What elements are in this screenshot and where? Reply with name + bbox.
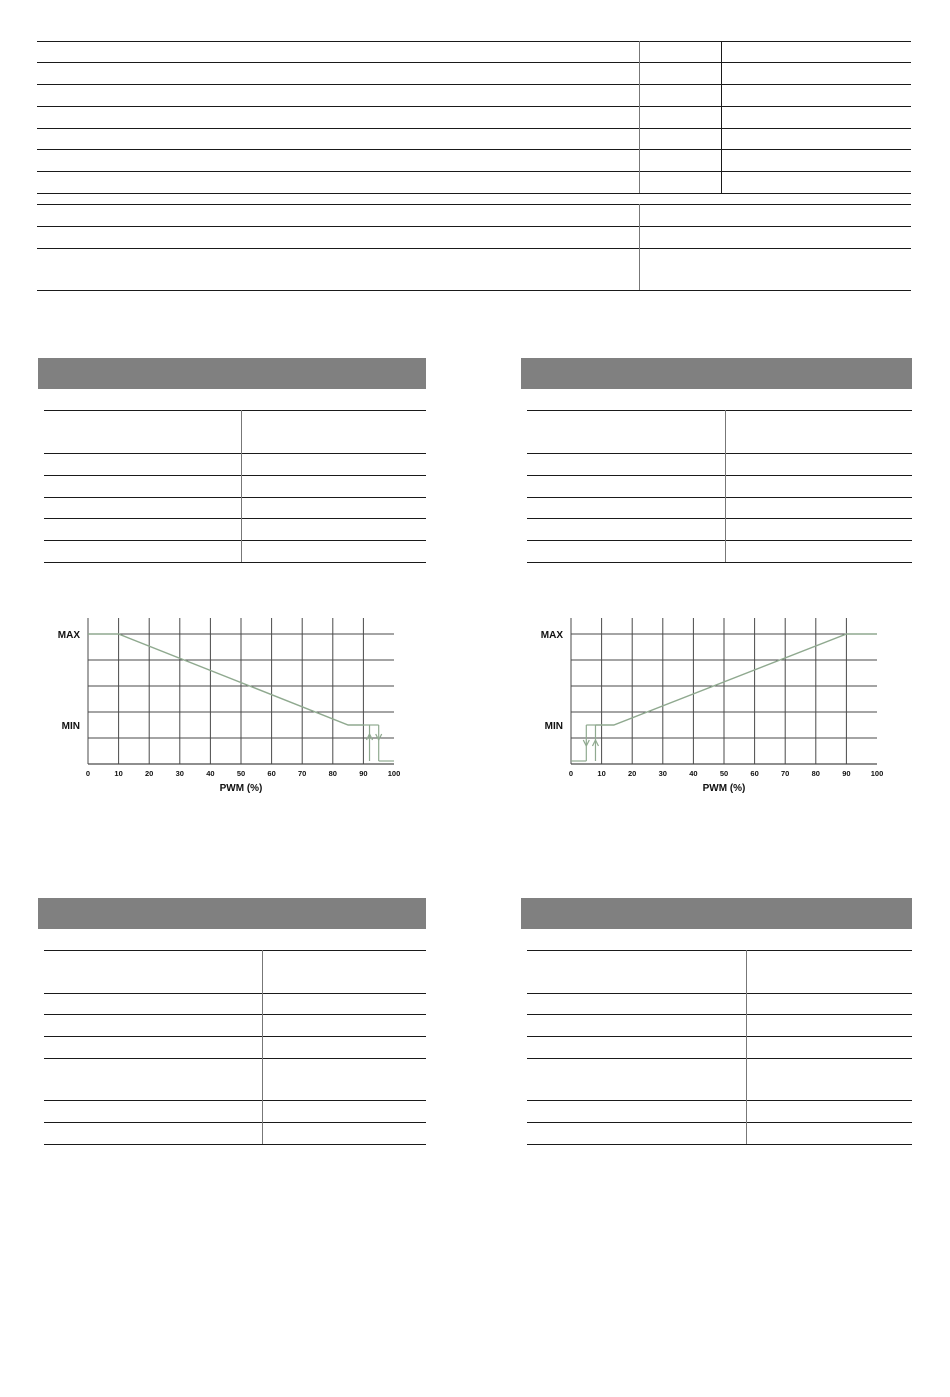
table-left-1-rule-5: [44, 540, 426, 541]
bottom-table-divider: [639, 204, 640, 290]
table-right-1-rule-3: [527, 497, 912, 498]
chart-2-x-tick-0: 0: [568, 769, 574, 778]
table-right-1-rule-1: [527, 453, 912, 454]
chart-2-curve: [595, 634, 877, 725]
top-table-rule-2: [37, 84, 911, 85]
table-right-2-divider: [746, 950, 747, 1144]
table-right-2-rule-1: [527, 993, 912, 994]
table-left-1-rule-3: [44, 497, 426, 498]
chart-2-x-tick-70: 70: [781, 769, 790, 778]
table-right-1-divider: [725, 410, 726, 562]
table-left-1-rule-4: [44, 518, 426, 519]
chart-1-x-tick-20: 20: [145, 769, 154, 778]
section-header-left-2: [38, 898, 426, 929]
top-table-divider-1: [639, 41, 640, 193]
chart-2-hysteresis-marker: [571, 725, 598, 761]
top-table-rule-1: [37, 62, 911, 63]
pwm-chart-1: [38, 616, 418, 816]
chart-1-curve: [88, 634, 363, 725]
table-right-2-rule-0: [527, 950, 912, 951]
table-left-2-rule-1: [44, 993, 426, 994]
chart-1-x-tick-30: 30: [175, 769, 184, 778]
table-right-2-rule-5: [527, 1100, 912, 1101]
chart-1-x-tick-10: 10: [114, 769, 123, 778]
table-left-2-divider: [262, 950, 263, 1144]
chart-1-x-tick-0: 0: [85, 769, 91, 778]
table-left-1-rule-1: [44, 453, 426, 454]
table-right-1-rule-6: [527, 562, 912, 563]
chart-1-x-tick-90: 90: [359, 769, 368, 778]
chart-1-x-tick-60: 60: [267, 769, 276, 778]
chart-1-x-tick-80: 80: [328, 769, 337, 778]
table-right-1-rule-0: [527, 410, 912, 411]
table-right-1-rule-2: [527, 475, 912, 476]
chart-2-x-tick-60: 60: [750, 769, 759, 778]
table-left-1-rule-2: [44, 475, 426, 476]
top-table-rule-7: [37, 193, 911, 194]
top-table-rule-3: [37, 106, 911, 107]
table-left-2-rule-0: [44, 950, 426, 951]
chart-1-y-label-max: MAX: [57, 630, 80, 641]
top-table-divider-2: [721, 41, 722, 193]
chart-1-x-tick-70: 70: [298, 769, 307, 778]
chart-1-x-tick-50: 50: [236, 769, 246, 778]
pwm-chart-2: [521, 616, 901, 816]
table-right-2-rule-7: [527, 1144, 912, 1145]
table-left-1-rule-0: [44, 410, 426, 411]
top-table-rule-0: [37, 41, 911, 42]
chart-2-x-tick-100: 100: [870, 769, 884, 778]
table-right-2-rule-3: [527, 1036, 912, 1037]
chart-2-x-tick-50: 50: [719, 769, 729, 778]
table-left-2-rule-2: [44, 1014, 426, 1015]
table-right-2-rule-4: [527, 1058, 912, 1059]
chart-2-x-label: PWM (%): [702, 783, 746, 794]
chart-2-x-tick-10: 10: [597, 769, 606, 778]
top-table-rule-5: [37, 149, 911, 150]
chart-1-x-tick-40: 40: [206, 769, 215, 778]
chart-1-x-tick-100: 100: [387, 769, 401, 778]
chart-1-hysteresis-marker: [363, 725, 394, 761]
table-left-2-rule-4: [44, 1058, 426, 1059]
table-left-1-rule-6: [44, 562, 426, 563]
chart-2-x-tick-80: 80: [811, 769, 820, 778]
chart-2-x-tick-30: 30: [658, 769, 667, 778]
section-header-right-1: [521, 358, 912, 389]
chart-2-x-tick-20: 20: [628, 769, 637, 778]
chart-2-y-label-min: MIN: [544, 721, 563, 732]
table-right-2-rule-6: [527, 1122, 912, 1123]
table-right-1-rule-5: [527, 540, 912, 541]
chart-1-x-label: PWM (%): [219, 783, 263, 794]
table-left-2-rule-5: [44, 1100, 426, 1101]
bottom-table-rule-1: [37, 226, 911, 227]
top-table-rule-4: [37, 128, 911, 129]
table-right-1-rule-4: [527, 518, 912, 519]
table-left-2-rule-3: [44, 1036, 426, 1037]
top-table-rule-6: [37, 171, 911, 172]
bottom-table-rule-2: [37, 248, 911, 249]
table-left-2-rule-7: [44, 1144, 426, 1145]
bottom-table-rule-3: [37, 290, 911, 291]
section-header-right-2: [521, 898, 912, 929]
table-right-2-rule-2: [527, 1014, 912, 1015]
section-header-left-1: [38, 358, 426, 389]
chart-2-x-tick-40: 40: [689, 769, 698, 778]
chart-2-x-tick-90: 90: [842, 769, 851, 778]
bottom-table-rule-0: [37, 204, 911, 205]
chart-2-y-label-max: MAX: [540, 630, 563, 641]
chart-1-y-label-min: MIN: [61, 721, 80, 732]
table-left-2-rule-6: [44, 1122, 426, 1123]
table-left-1-divider: [241, 410, 242, 562]
